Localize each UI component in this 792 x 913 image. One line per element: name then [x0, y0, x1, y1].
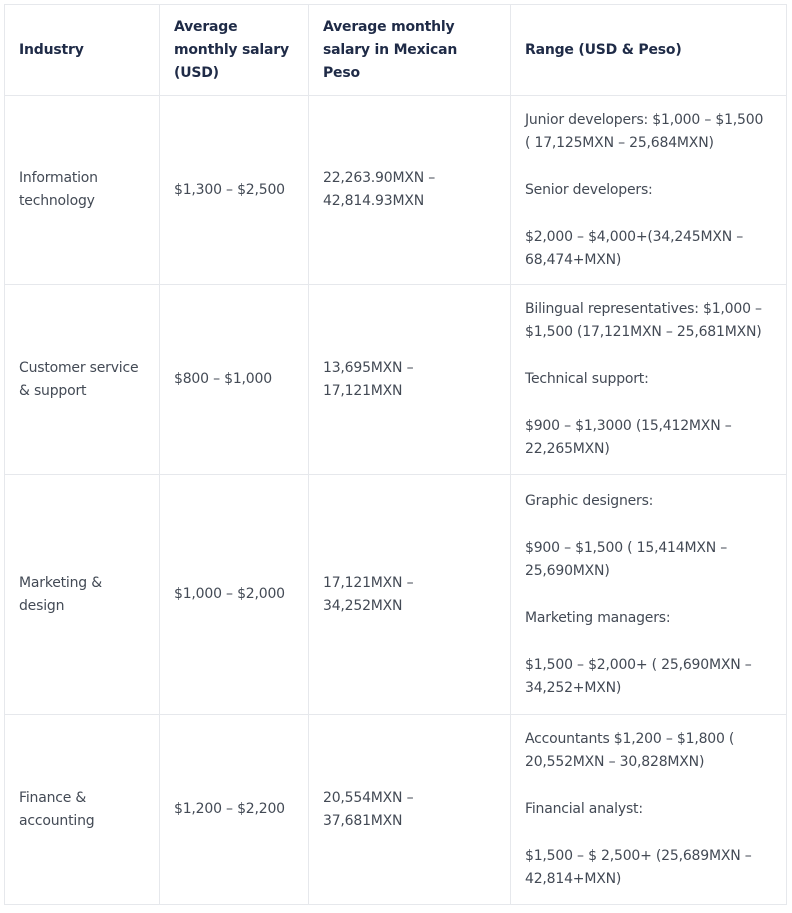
mxn-salary-cell: 17,121MXN – 34,252MXN: [309, 475, 511, 715]
header-row: [5, 5, 787, 96]
usd-salary-cell: $1,000 – $2,000: [160, 475, 309, 715]
industry-cell: Customer service & support: [5, 285, 160, 475]
industry-cell: Information technology: [5, 96, 160, 285]
range-line: Senior developers:: [525, 181, 653, 198]
mxn-salary-cell: 20,554MXN – 37,681MXN: [309, 715, 511, 905]
header-industry: Industry: [5, 5, 160, 96]
table-row: [5, 285, 787, 475]
range-line: Bilingual representatives: $1,000 – $1,500 (17,121MXN – 25,681MXN): [525, 301, 762, 340]
table-header: [5, 5, 787, 96]
range-line: $1,500 – $2,000+ ( 25,690MXN – 34,252+MXN): [525, 656, 752, 696]
table-row: [5, 715, 787, 905]
header-range: Range (USD & Peso): [511, 5, 787, 96]
table-row: [5, 96, 787, 285]
range-line: $1,500 – $ 2,500+ (25,689MXN – 42,814+MXN): [525, 848, 752, 887]
salary-table: [4, 4, 787, 905]
range-line: Junior developers: $1,000 – $1,500 ( 17,125MXN – 25,684MXN): [525, 111, 764, 151]
range-line: $900 – $1,3000 (15,412MXN – 22,265MXN): [525, 418, 732, 457]
mxn-salary-cell: 22,263.90MXN – 42,814.93MXN: [309, 96, 511, 285]
table-row: [5, 475, 787, 715]
header-avg-usd: Average monthly salary (USD): [160, 5, 309, 96]
range-cell: [511, 715, 787, 905]
usd-salary-cell: $1,300 – $2,500: [160, 96, 309, 285]
range-line: Accountants $1,200 – $1,800 ( 20,552MXN – 30,828MXN): [525, 731, 735, 770]
range-line: Marketing managers:: [525, 609, 671, 626]
table-body: [5, 96, 787, 905]
range-line: $2,000 – $4,000+(34,245MXN – 68,474+MXN): [525, 228, 744, 268]
usd-salary-cell: $800 – $1,000: [160, 285, 309, 475]
mxn-salary-cell: 13,695MXN – 17,121MXN: [309, 285, 511, 475]
range-line: Technical support:: [525, 371, 649, 387]
range-cell: [511, 96, 787, 285]
industry-cell: Finance & accounting: [5, 715, 160, 905]
range-cell: [511, 285, 787, 475]
usd-salary-cell: $1,200 – $2,200: [160, 715, 309, 905]
header-avg-mxn: Average monthly salary in Mexican Peso: [309, 5, 511, 96]
range-line: $900 – $1,500 ( 15,414MXN – 25,690MXN): [525, 539, 728, 579]
range-cell: [511, 475, 787, 715]
range-line: Financial analyst:: [525, 801, 643, 817]
industry-cell: Marketing & design: [5, 475, 160, 715]
range-line: Graphic designers:: [525, 492, 654, 509]
